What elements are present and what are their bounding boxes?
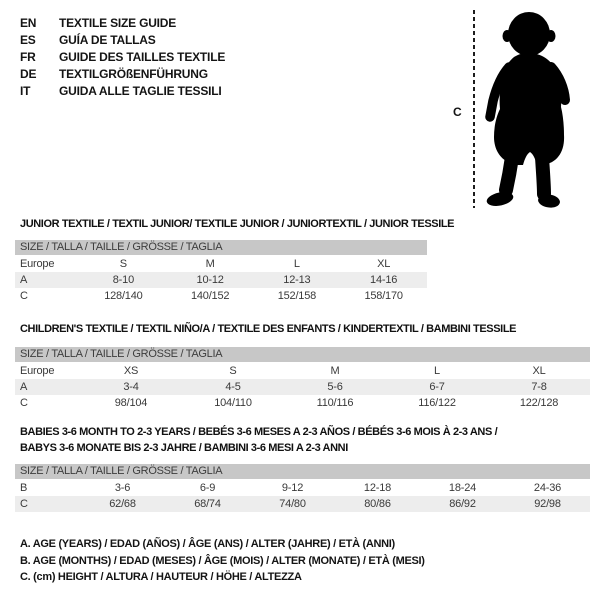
size-cell: XL [532,365,546,377]
height-dashed-line [473,10,475,208]
size-cell: 12-13 [283,274,311,286]
note-line: C. (cm) HEIGHT / ALTURA / HAUTEUR / HÖHE / ALTEZZA [20,571,302,583]
language-title: GUIDA ALLE TAGLIE TESSILI [59,84,222,98]
size-cell: M [330,365,340,377]
size-cell: L [434,365,440,377]
language-code: FR [20,50,36,64]
size-cell: 6-7 [429,381,445,393]
children-size-table [15,347,590,411]
table-title-children: CHILDREN'S TEXTILE / TEXTIL NIÑO/A / TEXTILE DES ENFANTS / KINDERTEXTIL / BAMBINI TESSILE [20,323,517,335]
row-label: Europe [20,365,55,377]
size-cell: 92/98 [534,498,561,510]
table-row [15,480,590,496]
language-title: TEXTILGRÖßENFÜHRUNG [59,67,208,81]
size-cell: 104/110 [214,397,252,409]
language-row [20,49,225,66]
height-measure-label: C [453,105,462,119]
language-title: TEXTILE SIZE GUIDE [59,16,177,30]
size-header-bar: SIZE / TALLA / TAILLE / GRÖSSE / TAGLIA [15,347,590,362]
table-row [15,256,427,272]
table-title-junior: JUNIOR TEXTILE / TEXTIL JUNIOR/ TEXTILE JUNIOR / JUNIORTEXTIL / JUNIOR TESSILE [20,218,455,230]
row-label: A [20,274,28,286]
row-label: C [20,498,28,510]
legend-notes [20,536,425,586]
size-cell: 62/68 [109,498,136,510]
size-cell: 86/92 [449,498,476,510]
size-cell: 68/74 [194,498,221,510]
row-label: A [20,381,28,393]
size-header-bar: SIZE / TALLA / TAILLE / GRÖSSE / TAGLIA [15,240,427,255]
language-code: DE [20,67,37,81]
babies-size-table [15,464,590,512]
size-cell: 8-10 [112,274,134,286]
row-label: B [20,482,28,494]
size-cell: 98/104 [114,397,148,409]
toddler-silhouette-icon [479,8,579,210]
table-row [15,288,427,304]
row-label: C [20,397,28,409]
size-cell: L [293,258,300,270]
size-cell: 122/128 [519,397,559,409]
row-label: C [20,290,28,302]
language-row [20,15,225,32]
note-line: B. AGE (MONTHS) / EDAD (MESES) / ÂGE (MOIS) / ALTER (MONATE) / ETÀ (MESI) [20,554,425,567]
size-cell: 80/86 [364,498,391,510]
size-cell: 14-16 [370,274,398,286]
size-cell: 3-4 [123,381,139,393]
table-row [15,496,590,512]
size-cell: 12-18 [363,482,392,494]
size-cell: 110/116 [316,397,354,409]
size-cell: XL [377,258,391,270]
size-header-bar: SIZE / TALLA / TAILLE / GRÖSSE / TAGLIA [15,464,590,479]
language-code: IT [20,84,31,98]
language-code: EN [20,16,37,30]
size-cell: 9-12 [281,482,304,494]
size-cell: S [119,258,127,270]
size-cell: 152/158 [277,290,317,302]
size-cell: 74/80 [279,498,306,510]
size-cell: 116/122 [418,397,456,409]
size-cell: 140/152 [190,290,230,302]
size-cell: S [229,365,237,377]
junior-size-table [15,240,427,304]
language-title: GUIDE DES TAILLES TEXTILE [59,50,226,64]
table-title-babies-line2: BABYS 3-6 MONATE BIS 2-3 JAHRE / BAMBINI 3-6 MESI A 2-3 ANNI [20,442,348,454]
size-cell: 18-24 [448,482,477,494]
table-row [15,272,427,288]
table-title-babies-line1: BABIES 3-6 MONTH TO 2-3 YEARS / BEBÉS 3-6 MESES A 2-3 AÑOS / BÉBÉS 3-6 MOIS À 2-3 ANS / [20,426,498,438]
size-cell: 7-8 [531,381,547,393]
language-title: GUÍA DE TALLAS [59,33,156,47]
size-table [15,256,427,304]
language-code: ES [20,33,36,47]
size-cell: 3-6 [114,482,131,494]
language-row [20,83,225,100]
row-label: Europe [20,258,55,270]
size-cell: XS [123,365,139,377]
note-line: A. AGE (YEARS) / EDAD (AÑOS) / ÂGE (ANS) / ALTER (JAHRE) / ETÀ (ANNI) [20,538,395,550]
table-title-babies [20,424,497,456]
size-cell: 158/170 [364,290,403,302]
size-cell: 10-12 [196,274,224,286]
size-table [15,480,590,512]
table-row [15,395,590,411]
size-cell: 128/140 [104,290,143,302]
table-row [15,379,590,395]
language-row [20,32,225,49]
language-row [20,66,225,83]
size-cell: 24-36 [533,482,562,494]
table-row [15,363,590,379]
size-cell: M [205,258,215,270]
language-block [20,15,225,100]
size-cell: 4-5 [225,381,241,393]
size-cell: 5-6 [327,381,343,393]
size-cell: 6-9 [199,482,216,494]
size-table [15,363,590,411]
